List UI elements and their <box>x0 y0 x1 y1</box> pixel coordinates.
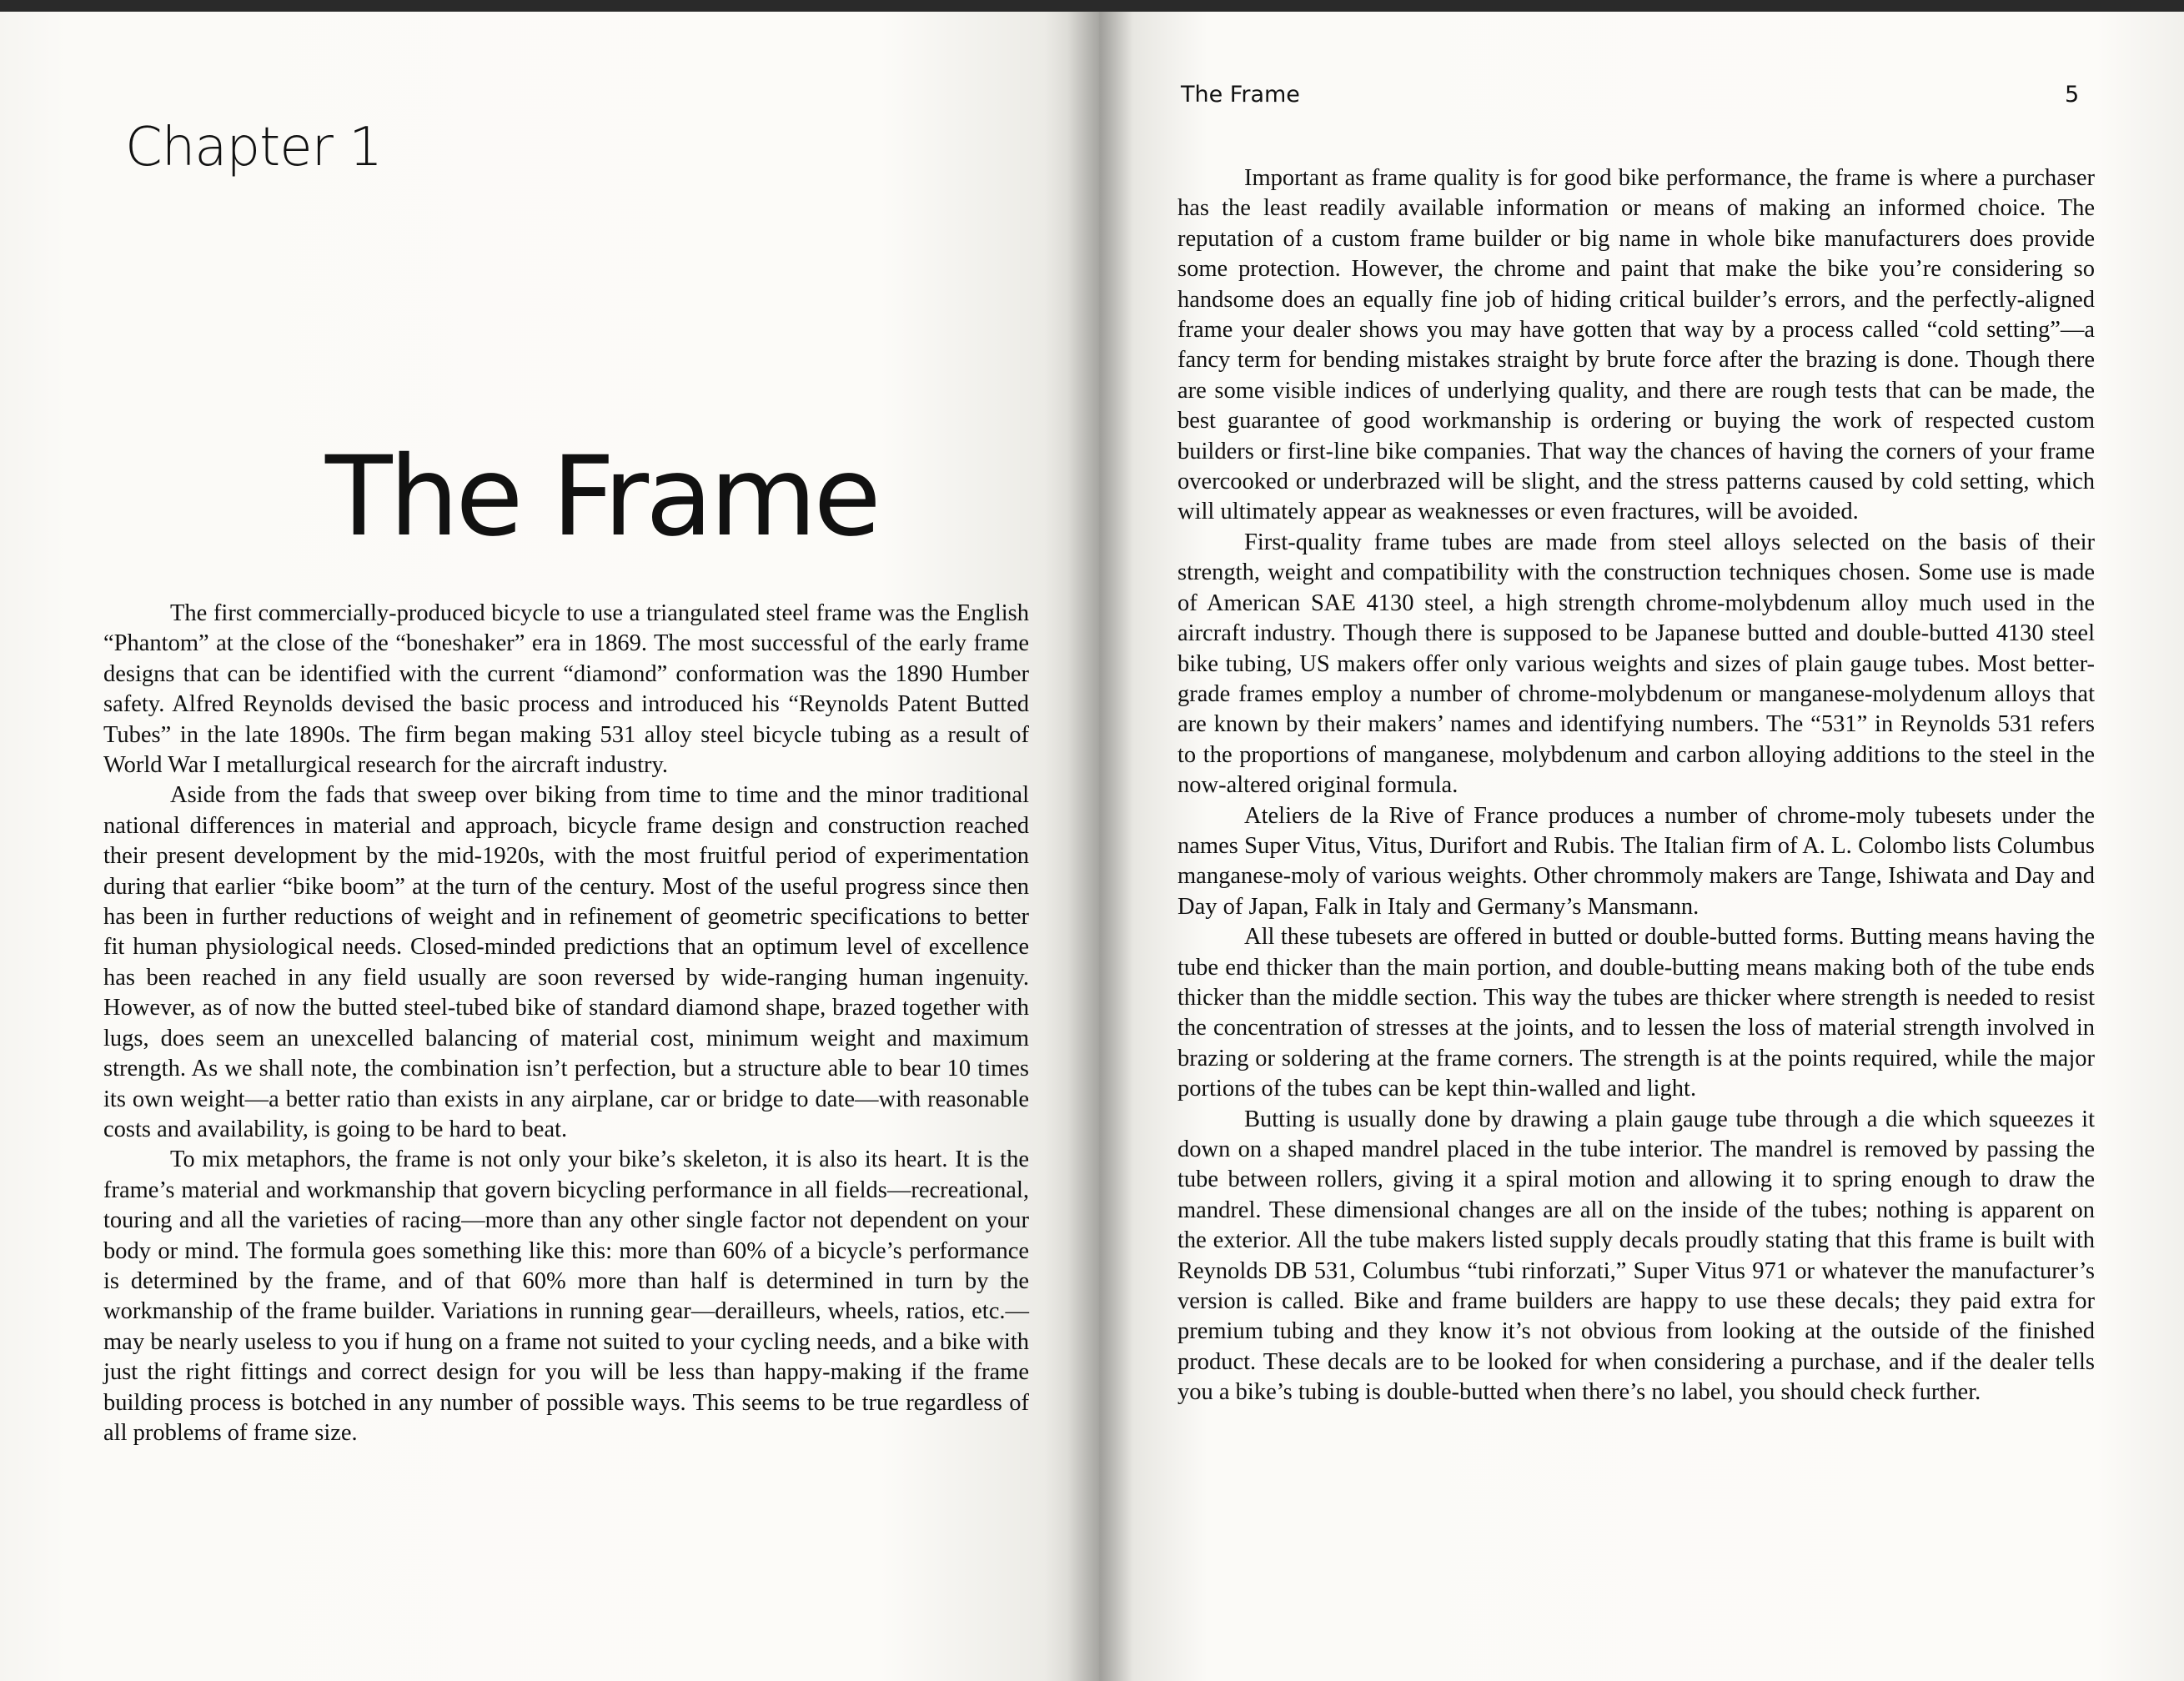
paragraph: First-quality frame tubes are made from steel alloys selected on the basis of their strength, weight and compatibility with the construction techniques chosen. Some use is made of American SAE 4130 steel, a high strength chrome-molybdenum alloy much used in the aircraft industry. Though there is supposed to be Japanese butted and double-butted 4130 steel bike tubing, US makers offer only various weights and sizes of plain gauge tubes. Most better-grade frames employ a number of chrome-molybdenum or manganese-molydenum alloys that are known by their makers’ names and identifying numbers. The “531” in Reynolds 531 refers to the proportions of manganese, molybdenum and carbon alloying additions to the steel in the now-altered original formula. <box>1177 529 2095 799</box>
running-head: The Frame <box>1181 82 1300 108</box>
paragraph: Ateliers de la Rive of France produces a number of chrome-moly tubesets under the names Super Vitus, Vitus, Durifort and Rubis. The Italian firm of A. L. Colombo lists Columbus manganese-moly of various weights. Other chrommoly makers are Tange, Ishiwata and Day and Day of Japan, Falk in Italy and Germany’s Mansmann. <box>1177 802 2095 920</box>
chapter-label: Chapter 1 <box>125 117 382 178</box>
page-number: 5 <box>2065 82 2080 108</box>
paragraph: Important as frame quality is for good bike performance, the frame is where a purchaser has the least readily available information or means of making an informed choice. The reputation of a custom frame builder or big name in whole bike manufacturers does provide some protection. However, the chrome and paint that make the bike you’re considering so handsome does an equally fine job of hiding critical builder’s errors, and the perfectly-aligned frame your dealer shows you may have gotten that way by a process called “cold setting”—a fancy term for bending mistakes straight by brute force after the brazing is done. Though there are some visible indices of underlying quality, and there are rough tests that can be made, the best guarantee of good workmanship is ordering or buying the work of respected custom builders or first-line bike companies. That way the chances of having the corners of your frame overcooked or underbrazed will be slight, and the stress patterns caused by cold setting, which will ultimately appear as weaknesses or even fractures, will be avoided. <box>1177 165 2095 525</box>
right-page-body <box>1177 163 2095 1408</box>
paragraph: To mix metaphors, the frame is not only your bike’s skeleton, it is also its heart. It is the frame’s material and workmanship that govern bicycling performance in all fields—recreational, touring and all the varieties of racing—more than any other single factor not dependent on your body or mind. The formula goes something like this: more than 60% of a bicycle’s performance is determined by the frame, and of that 60% more than half is determined in turn by the workmanship of the frame builder. Variations in running gear—derailleurs, wheels, ratios, etc.—may be nearly useless to you if hung on a frame not suited to your cycling needs, and a bike with just the right fittings and correct design for you will be less than happy-making if the frame building process is botched in any number of possible ways. This seems to be true regardless of all problems of frame size. <box>103 1147 1029 1446</box>
left-page-body <box>103 599 1029 1448</box>
chapter-title: The Frame <box>325 433 878 561</box>
paragraph: The first commercially-produced bicycle to use a triangulated steel frame was the English “Phantom” at the close of the “boneshaker” era in 1869. The most successful of the early frame designs that can be identified with the current “diamond” conformation was the 1890 Humber safety. Alfred Reynolds devised the basic process and introduced his “Reynolds Patent Butted Tubes” in the late 1890s. The firm began making 531 alloy steel bicycle tubing as a result of World War I metallurgical research for the aircraft industry. <box>103 600 1029 779</box>
paragraph: All these tubesets are offered in butted or double-butted forms. Butting means having the tube end thicker than the main portion, and double-butting means making both of the tube ends thicker than the middle section. This way the tubes are thicker where strength is needed to resist the concentration of stresses at the joints, and to lessen the loss of material strength involved in brazing or soldering at the frame corners. The strength is at the points required, while the major portions of the tubes can be kept thin-walled and light. <box>1177 924 2095 1102</box>
paragraph: Butting is usually done by drawing a plain gauge tube through a die which squeezes it down on a shaped mandrel placed in the tube interior. The mandrel is removed by passing the tube between rollers, giving it a spiral motion and allowing it to spring enough to draw the mandrel. These dimensional changes are all on the inside of the tubes; nothing is apparent on the exterior. All the tube makers listed supply decals proudly stating that this frame is built with Reynolds DB 531, Columbus “tubi rinforzati,” Super Vitus 971 or whatever the manufacturer’s version is called. Bike and frame builders are happy to use these decals; they paid extra for premium tubing and they know it’s not obvious from looking at the outside of the finished product. These decals are to be looked for when considering a purchase, and if the dealer tells you a bike’s tubing is double-butted when there’s no label, you should check further. <box>1177 1106 2095 1406</box>
paragraph: Aside from the fads that sweep over biking from time to time and the minor traditional national differences in material and approach, bicycle frame design and construction reached their present development by the mid-1920s, with the most fruitful period of experimentation during that earlier “bike boom” at the turn of the century. Most of the useful progress since then has been in further reductions of weight and in refinement of geometric specifications to better fit human physiological needs. Closed-minded predictions that an optimum level of excellence has been reached in any field usually are soon reversed by wide-ranging human ingenuity. However, as of now the butted steel-tubed bike of standard diamond shape, brazed together with lugs, does seem an unexcelled balancing of material cost, minimum weight and maximum strength. As we shall note, the combination isn’t perfection, but a structure able to bear 10 times its own weight—a better ratio than exists in any airplane, car or bridge to date—with reasonable costs and availability, is going to be hard to beat. <box>103 782 1029 1142</box>
